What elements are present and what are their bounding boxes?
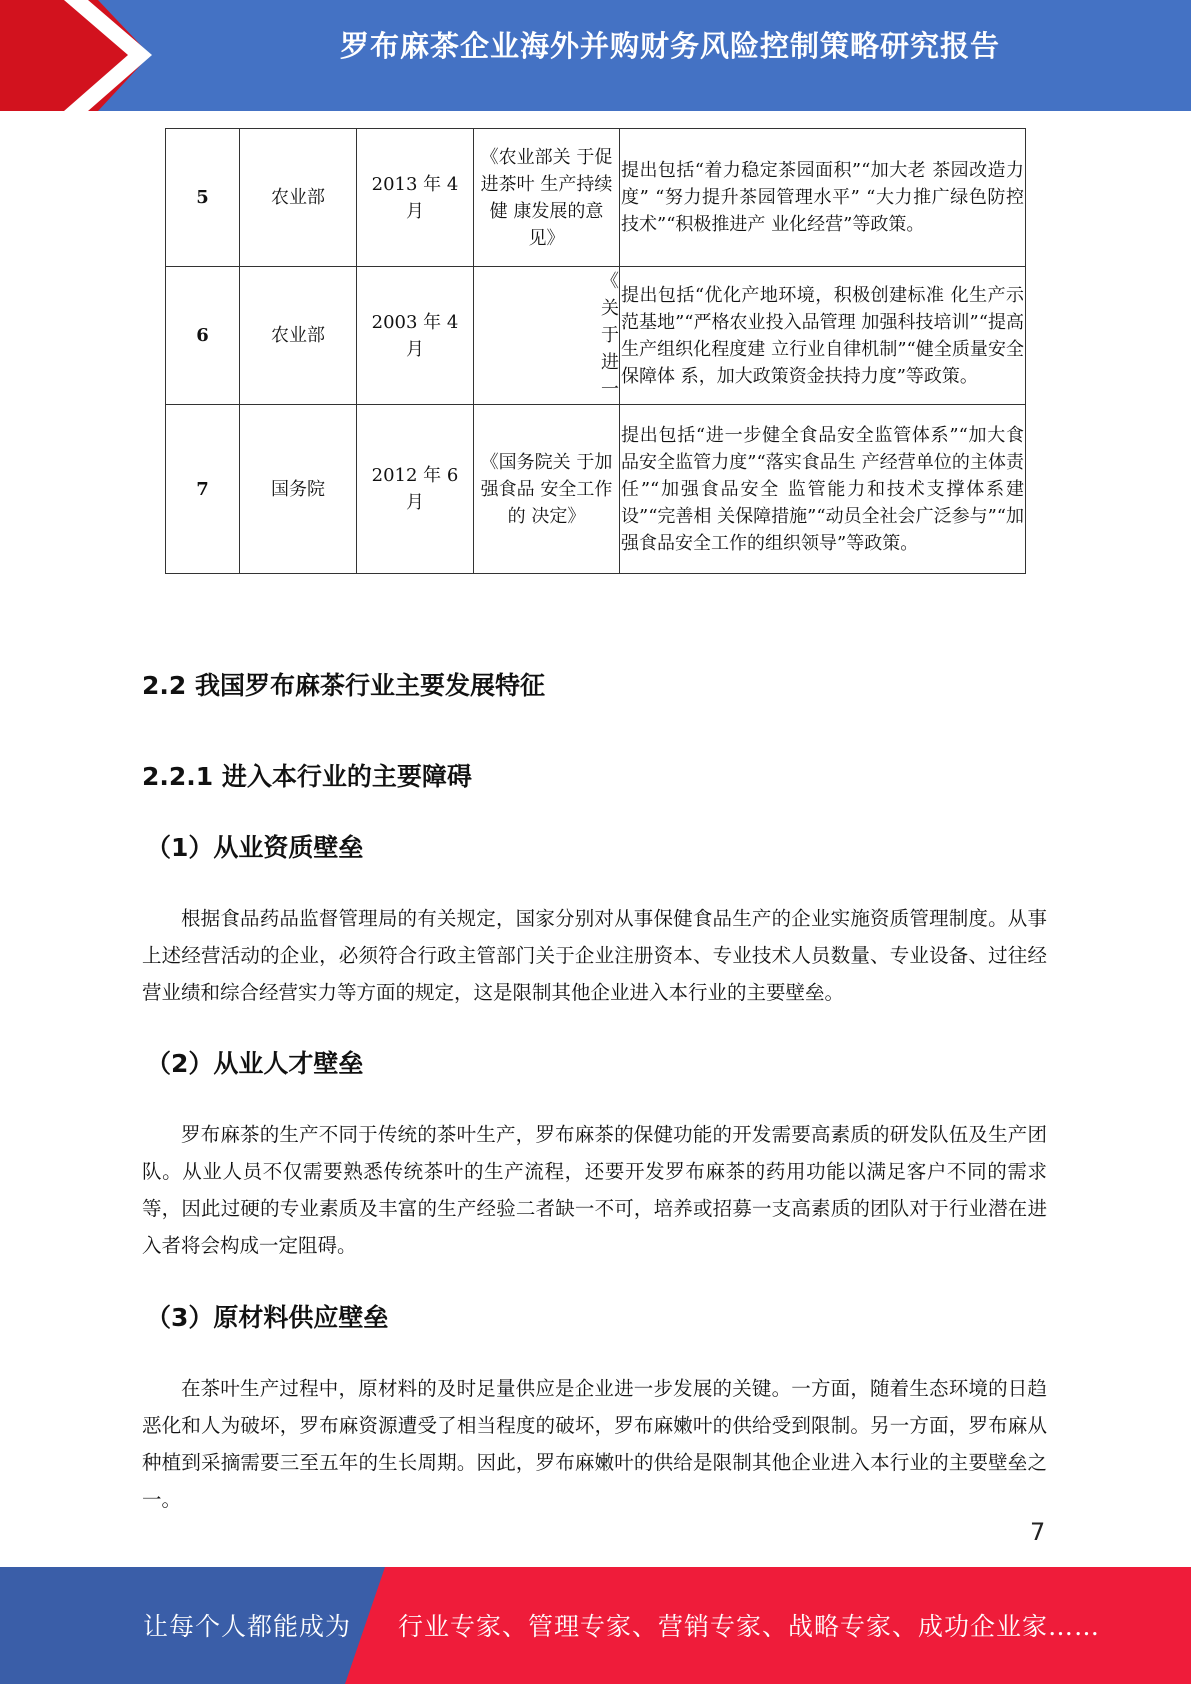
page-footer: [0, 1567, 1191, 1684]
row-number: 6: [166, 267, 240, 405]
footer-slogan-right: 行业专家、管理专家、营销专家、战略专家、成功企业家……: [398, 1612, 1101, 1641]
page-number: 7: [1030, 1518, 1046, 1546]
row-date: 2003 年 4 月: [357, 267, 474, 405]
row-policy-content: 提出包括“着力稳定茶园面积”“加大老 茶园改造力度” “努力提升茶园管理水平” “大力推广绿色防控技术”“积极推进产 业化经营”等政策。: [620, 129, 1026, 267]
barrier-heading-talent: （2）从业人才壁垒: [146, 1049, 364, 1078]
row-department: 农业部: [240, 129, 357, 267]
row-policy-name: 《农业部关 于促进茶叶 生产持续健 康发展的意 见》: [474, 129, 620, 267]
barrier-paragraph-raw-material: 在茶叶生产过程中，原材料的及时足量供应是企业进一步发展的关键。一方面，随着生态环境的日趋恶化和人为破坏，罗布麻资源遭受了相当程度的破坏，罗布麻嫩叶的供给受到限制。另一方面，罗布麻从种植到采摘需要三至五年的生长周期。因此，罗布麻嫩叶的供给是限制其他企业进入本行业的主要壁垒之一。: [142, 1377, 1047, 1511]
table-row: [166, 129, 1026, 267]
row-policy-name: 《国务院关 于加强食品 安全工作的 决定》: [474, 405, 620, 574]
table-row: [166, 267, 1026, 405]
barrier-heading-raw-material: （3）原材料供应壁垒: [146, 1303, 389, 1332]
report-title: 罗布麻茶企业海外并购财务风险控制策略研究报告: [339, 29, 1000, 63]
page-header: [0, 0, 1191, 111]
row-policy-name-text: 《 关 于 进 一: [601, 271, 619, 400]
row-department: 国务院: [240, 405, 357, 574]
row-department: 农业部: [240, 267, 357, 405]
row-policy-name: [474, 267, 620, 405]
policy-table: [165, 128, 1026, 574]
barrier-paragraph-qualification: 根据食品药品监督管理局的有关规定，国家分别对从事保健食品生产的企业实施资质管理制度。从事上述经营活动的企业，必须符合行政主管部门关于企业注册资本、专业技术人员数量、专业设备、过往经营业绩和综合经营实力等方面的规定，这是限制其他企业进入本行业的主要壁垒。: [142, 907, 1047, 1004]
row-date: 2012 年 6 月: [357, 405, 474, 574]
table-row: [166, 405, 1026, 574]
section-heading-2-2: 2.2 我国罗布麻茶行业主要发展特征: [142, 671, 545, 700]
row-number: 5: [166, 129, 240, 267]
barrier-paragraph-talent: 罗布麻茶的生产不同于传统的茶叶生产，罗布麻茶的保健功能的开发需要高素质的研发队伍及生产团队。从业人员不仅需要熟悉传统茶叶的生产流程，还要开发罗布麻茶的药用功能以满足客户不同的需求等，因此过硬的专业素质及丰富的生产经验二者缺一不可，培养或招募一支高素质的团队对于行业潜在进入者将会构成一定阻碍。: [142, 1123, 1047, 1257]
row-policy-content: 提出包括“优化产地环境，积极创建标准 化生产示范基地”“严格农业投入品管理 加强科技培训”“提高生产组织化程度建 立行业自律机制”“健全质量安全保障体 系，加大政策资金扶持力度”等政策。: [620, 267, 1026, 405]
row-number: 7: [166, 405, 240, 574]
footer-slogan-left: 让每个人都能成为: [143, 1612, 352, 1641]
row-date: 2013 年 4 月: [357, 129, 474, 267]
row-policy-content: 提出包括“进一步健全食品安全监管体系”“加大食品安全监管力度”“落实食品生 产经营单位的主体责任”“加强食品安全 监管能力和技术支撑体系建设”“完善相 关保障措施”“动员全社会广泛参与”“加 强食品安全工作的组织领导”等政策。: [620, 405, 1026, 574]
section-heading-2-2-1: 2.2.1 进入本行业的主要障碍: [142, 762, 472, 791]
barrier-heading-qualification: （1）从业资质壁垒: [146, 833, 364, 862]
